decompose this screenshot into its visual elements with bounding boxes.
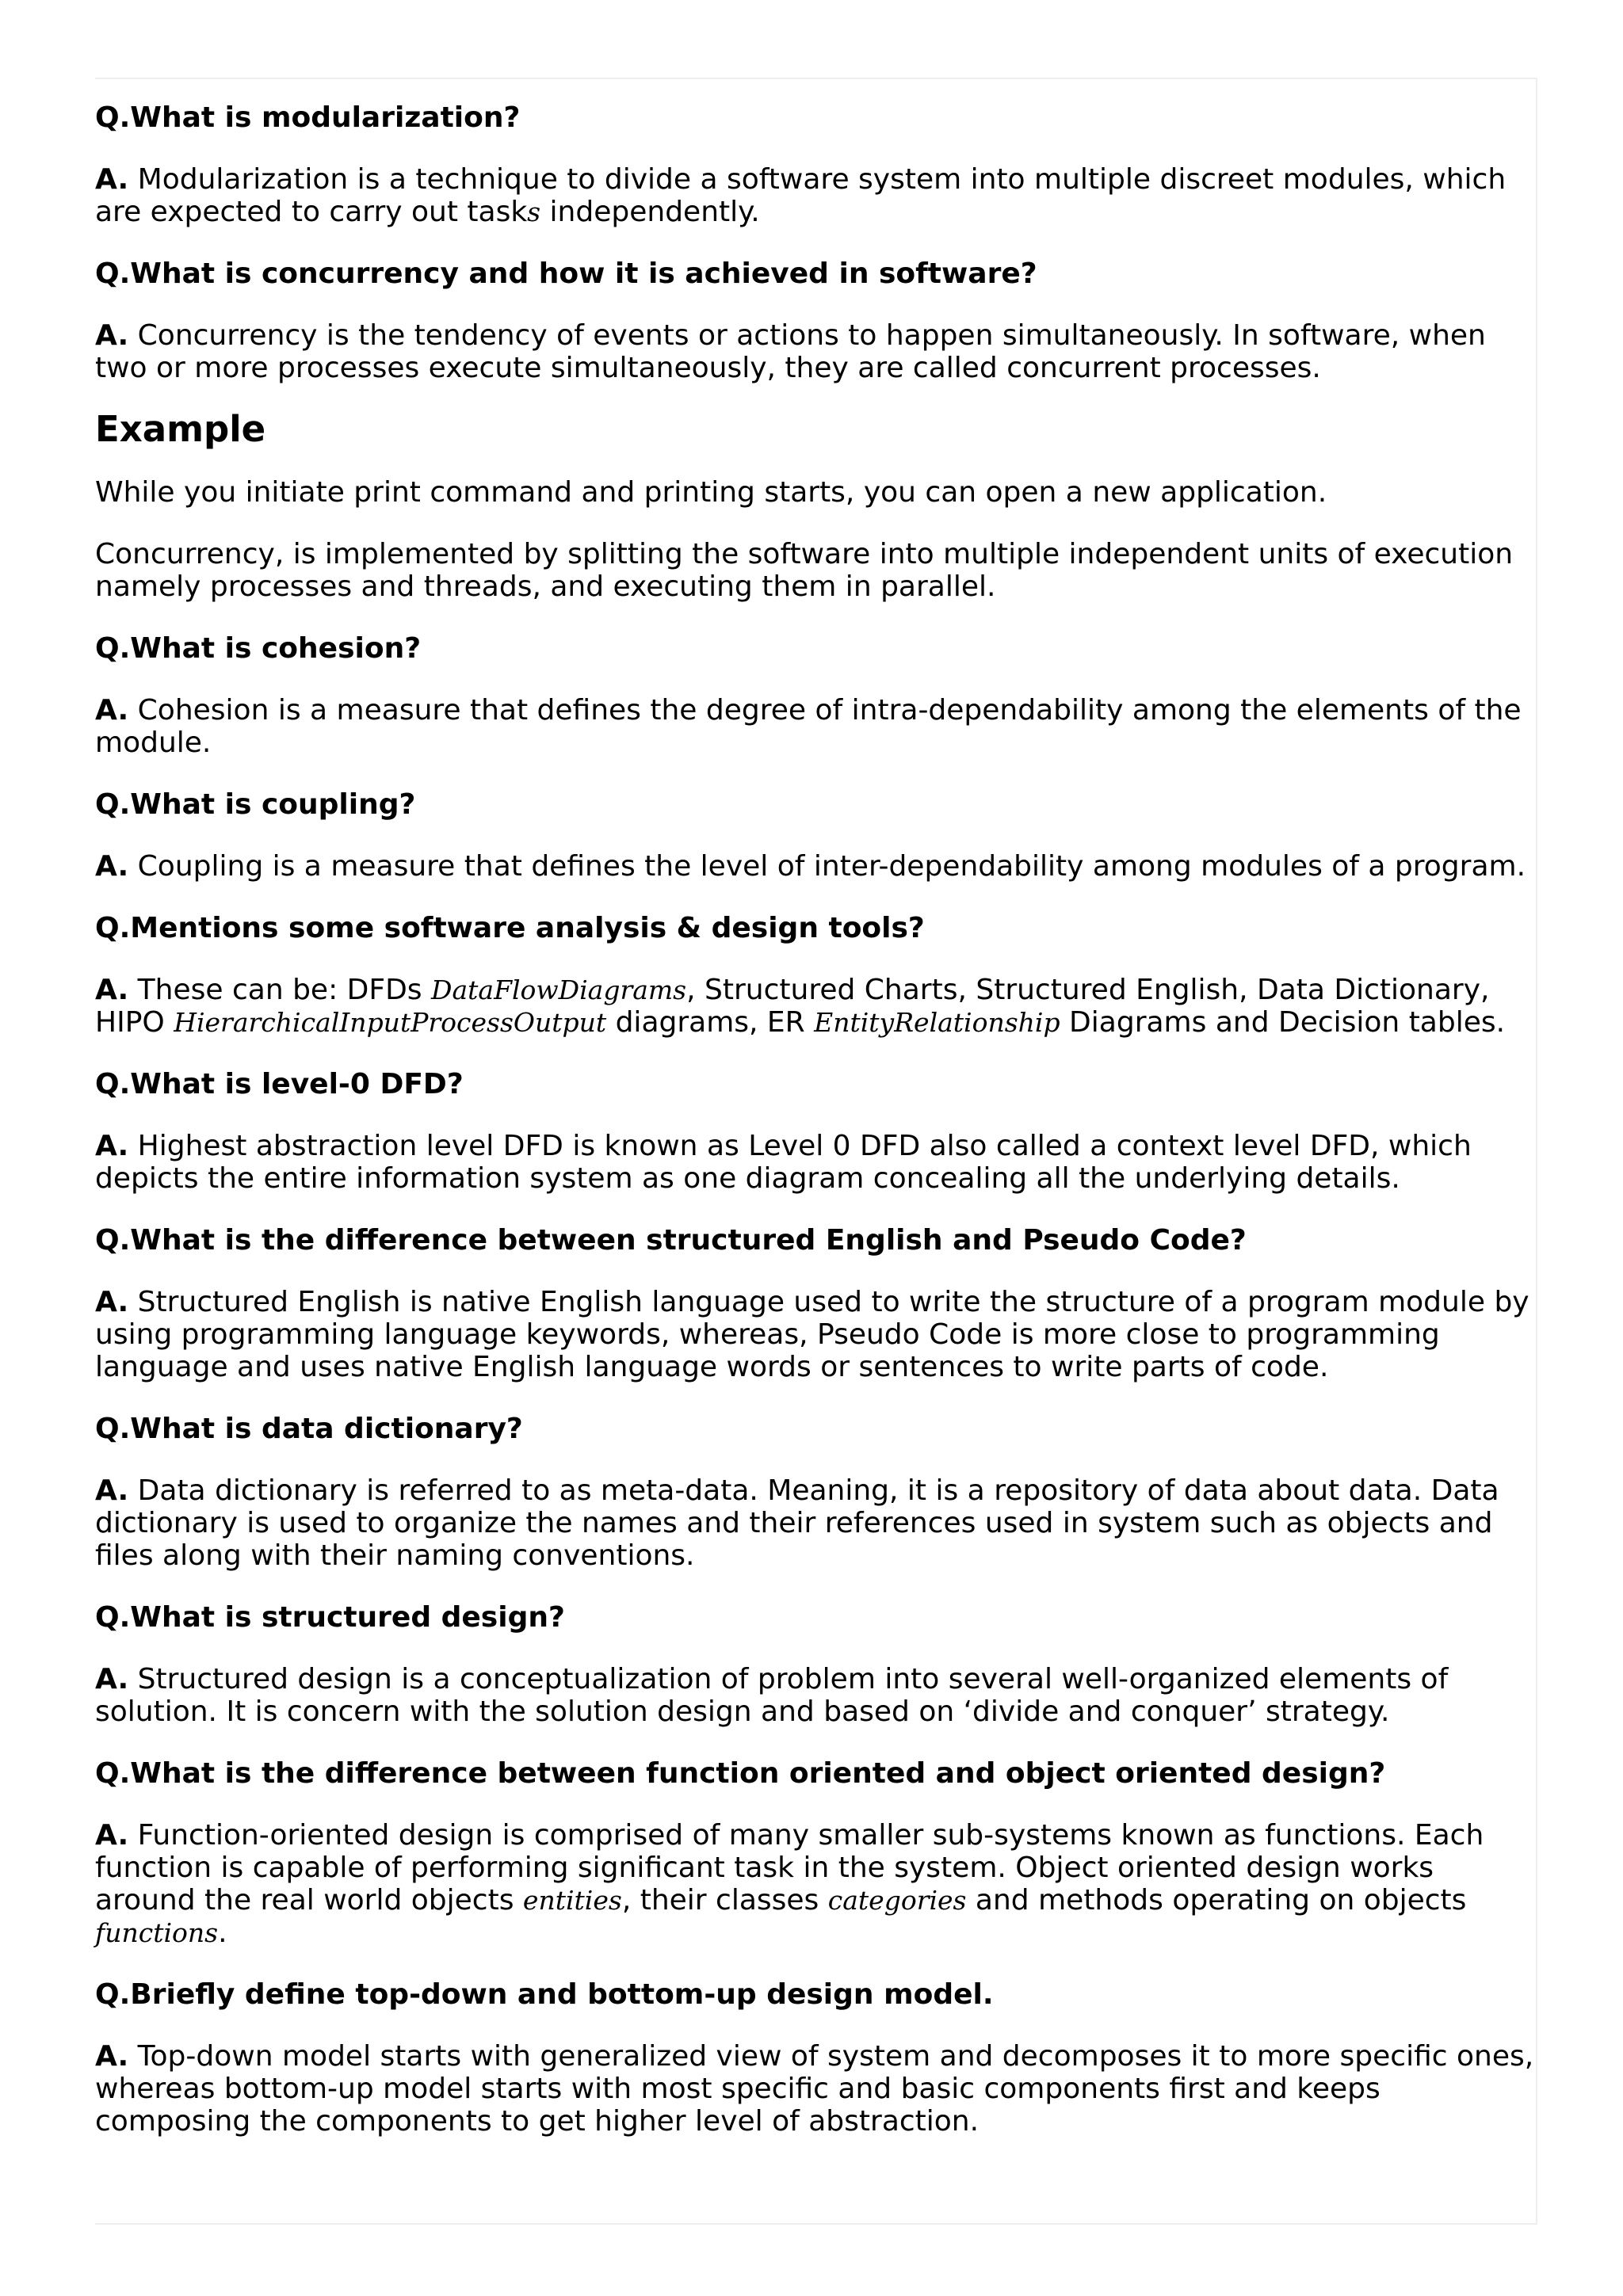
answer-text: These can be: DFDs — [128, 974, 431, 1006]
answer-text: Coupling is a measure that defines the level of inter-dependability among modules of a program. — [128, 850, 1526, 883]
question-heading: Q.What is the difference between structured English and Pseudo Code? — [95, 1224, 1247, 1257]
answer-paragraph — [95, 1130, 1537, 1195]
answer-label: A. — [95, 1130, 129, 1162]
answer-label: A. — [95, 2040, 129, 2073]
answer-label: A. — [95, 1663, 129, 1695]
question-heading: Q.What is data dictionary? — [95, 1413, 523, 1445]
answer-text: and methods operating on objects — [966, 1884, 1467, 1917]
answer-text: Modularization is a technique to divide a software system into multiple discreet modules, which are expected to carry out task — [95, 163, 1507, 228]
question-heading: Q.What is cohesion? — [95, 632, 422, 665]
answer-paragraph — [95, 974, 1537, 1039]
answer-text: diagrams, ER — [606, 1006, 815, 1039]
answer-label: A. — [95, 163, 129, 196]
answer-label: A. — [95, 1474, 129, 1507]
answer-label: A. — [95, 1286, 129, 1318]
question-heading: Q.Mentions some software analysis & design tools? — [95, 912, 925, 944]
paragraph: Concurrency, is implemented by splitting the software into multiple independent units of execution namely processes and threads, and executing them in parallel. — [95, 538, 1514, 603]
answer-label: A. — [95, 694, 129, 727]
question-heading: Q.What is level-0 DFD? — [95, 1068, 464, 1100]
answer-text: Function-oriented design is comprised of many smaller sub-systems known as functions. Each function is capable of performing significant task in the system. Object oriented design works around the real world objects — [95, 1819, 1484, 1917]
section-heading: Example — [95, 408, 266, 450]
answer-text: Highest abstraction level DFD is known as Level 0 DFD also called a context level DFD, which depicts the entire information system as one diagram concealing all the underlying details. — [95, 1130, 1472, 1195]
answer-label: A. — [95, 974, 129, 1006]
question-heading: Q.What is structured design? — [95, 1601, 565, 1634]
answer-paragraph — [95, 163, 1537, 228]
answer-paragraph — [95, 1286, 1537, 1383]
answer-italic: HierarchicalInputProcessOutput — [174, 1007, 607, 1038]
answer-italic: DataFlowDiagrams — [431, 974, 687, 1005]
question-heading: Q.What is modularization? — [95, 101, 521, 134]
answer-text: Data dictionary is referred to as meta-data. Meaning, it is a repository of data about data. Data dictionary is used to organize the names and their references used in system such as objects and files along with their naming conventions. — [95, 1474, 1499, 1572]
question-heading: Q.What is coupling? — [95, 788, 416, 821]
answer-text: , Structured Charts, Structured English, Data Dictionary, HIPO — [95, 974, 1490, 1039]
answer-italic: EntityRelationship — [814, 1007, 1060, 1038]
question-heading: Q.What is the difference between function oriented and object oriented design? — [95, 1757, 1386, 1790]
answer-text: Diagrams and Decision tables. — [1060, 1006, 1506, 1039]
answer-paragraph — [95, 319, 1537, 384]
answer-text: Structured English is native English language used to write the structure of a program module by using programming language keywords, whereas, Pseudo Code is more close to programming language and uses native English language words or sentences to write parts of code. — [95, 1286, 1529, 1383]
answer-paragraph — [95, 1663, 1537, 1728]
paragraph: While you initiate print command and printing starts, you can open a new application. — [95, 476, 1327, 509]
answer-text: Structured design is a conceptualization of problem into several well-organized elements of solution. It is concern with the solution design and based on ‘divide and conquer’ strategy. — [95, 1663, 1449, 1728]
answer-paragraph — [95, 1474, 1537, 1572]
answer-paragraph — [95, 2040, 1537, 2138]
question-heading: Q.Briefly define top-down and bottom-up design model. — [95, 1978, 994, 2011]
answer-italic: functions — [95, 1917, 219, 1948]
answer-text: , their classes — [621, 1884, 828, 1917]
answer-text: independently. — [540, 196, 760, 228]
answer-italic: entities — [522, 1885, 622, 1916]
answer-label: A. — [95, 1819, 129, 1852]
answer-paragraph — [95, 694, 1537, 759]
answer-paragraph — [95, 850, 1537, 883]
document-body — [95, 101, 1537, 2167]
answer-text: Concurrency is the tendency of events or actions to happen simultaneously. In software, when two or more processes execute simultaneously, they are called concurrent processes. — [95, 319, 1486, 384]
answer-label: A. — [95, 850, 129, 883]
answer-text: . — [218, 1917, 227, 1949]
answer-label: A. — [95, 319, 129, 352]
answer-paragraph — [95, 1819, 1537, 1949]
answer-italic: categories — [827, 1885, 967, 1916]
answer-text: Cohesion is a measure that defines the degree of intra-dependability among the elements of the module. — [95, 694, 1522, 759]
answer-italic: s — [527, 196, 541, 227]
question-heading: Q.What is concurrency and how it is achieved in software? — [95, 257, 1037, 290]
answer-text: Top-down model starts with generalized view of system and decomposes it to more specific ones, whereas bottom-up model starts with most specific and basic components first and keeps composing the components to get higher level of abstraction. — [95, 2040, 1534, 2138]
